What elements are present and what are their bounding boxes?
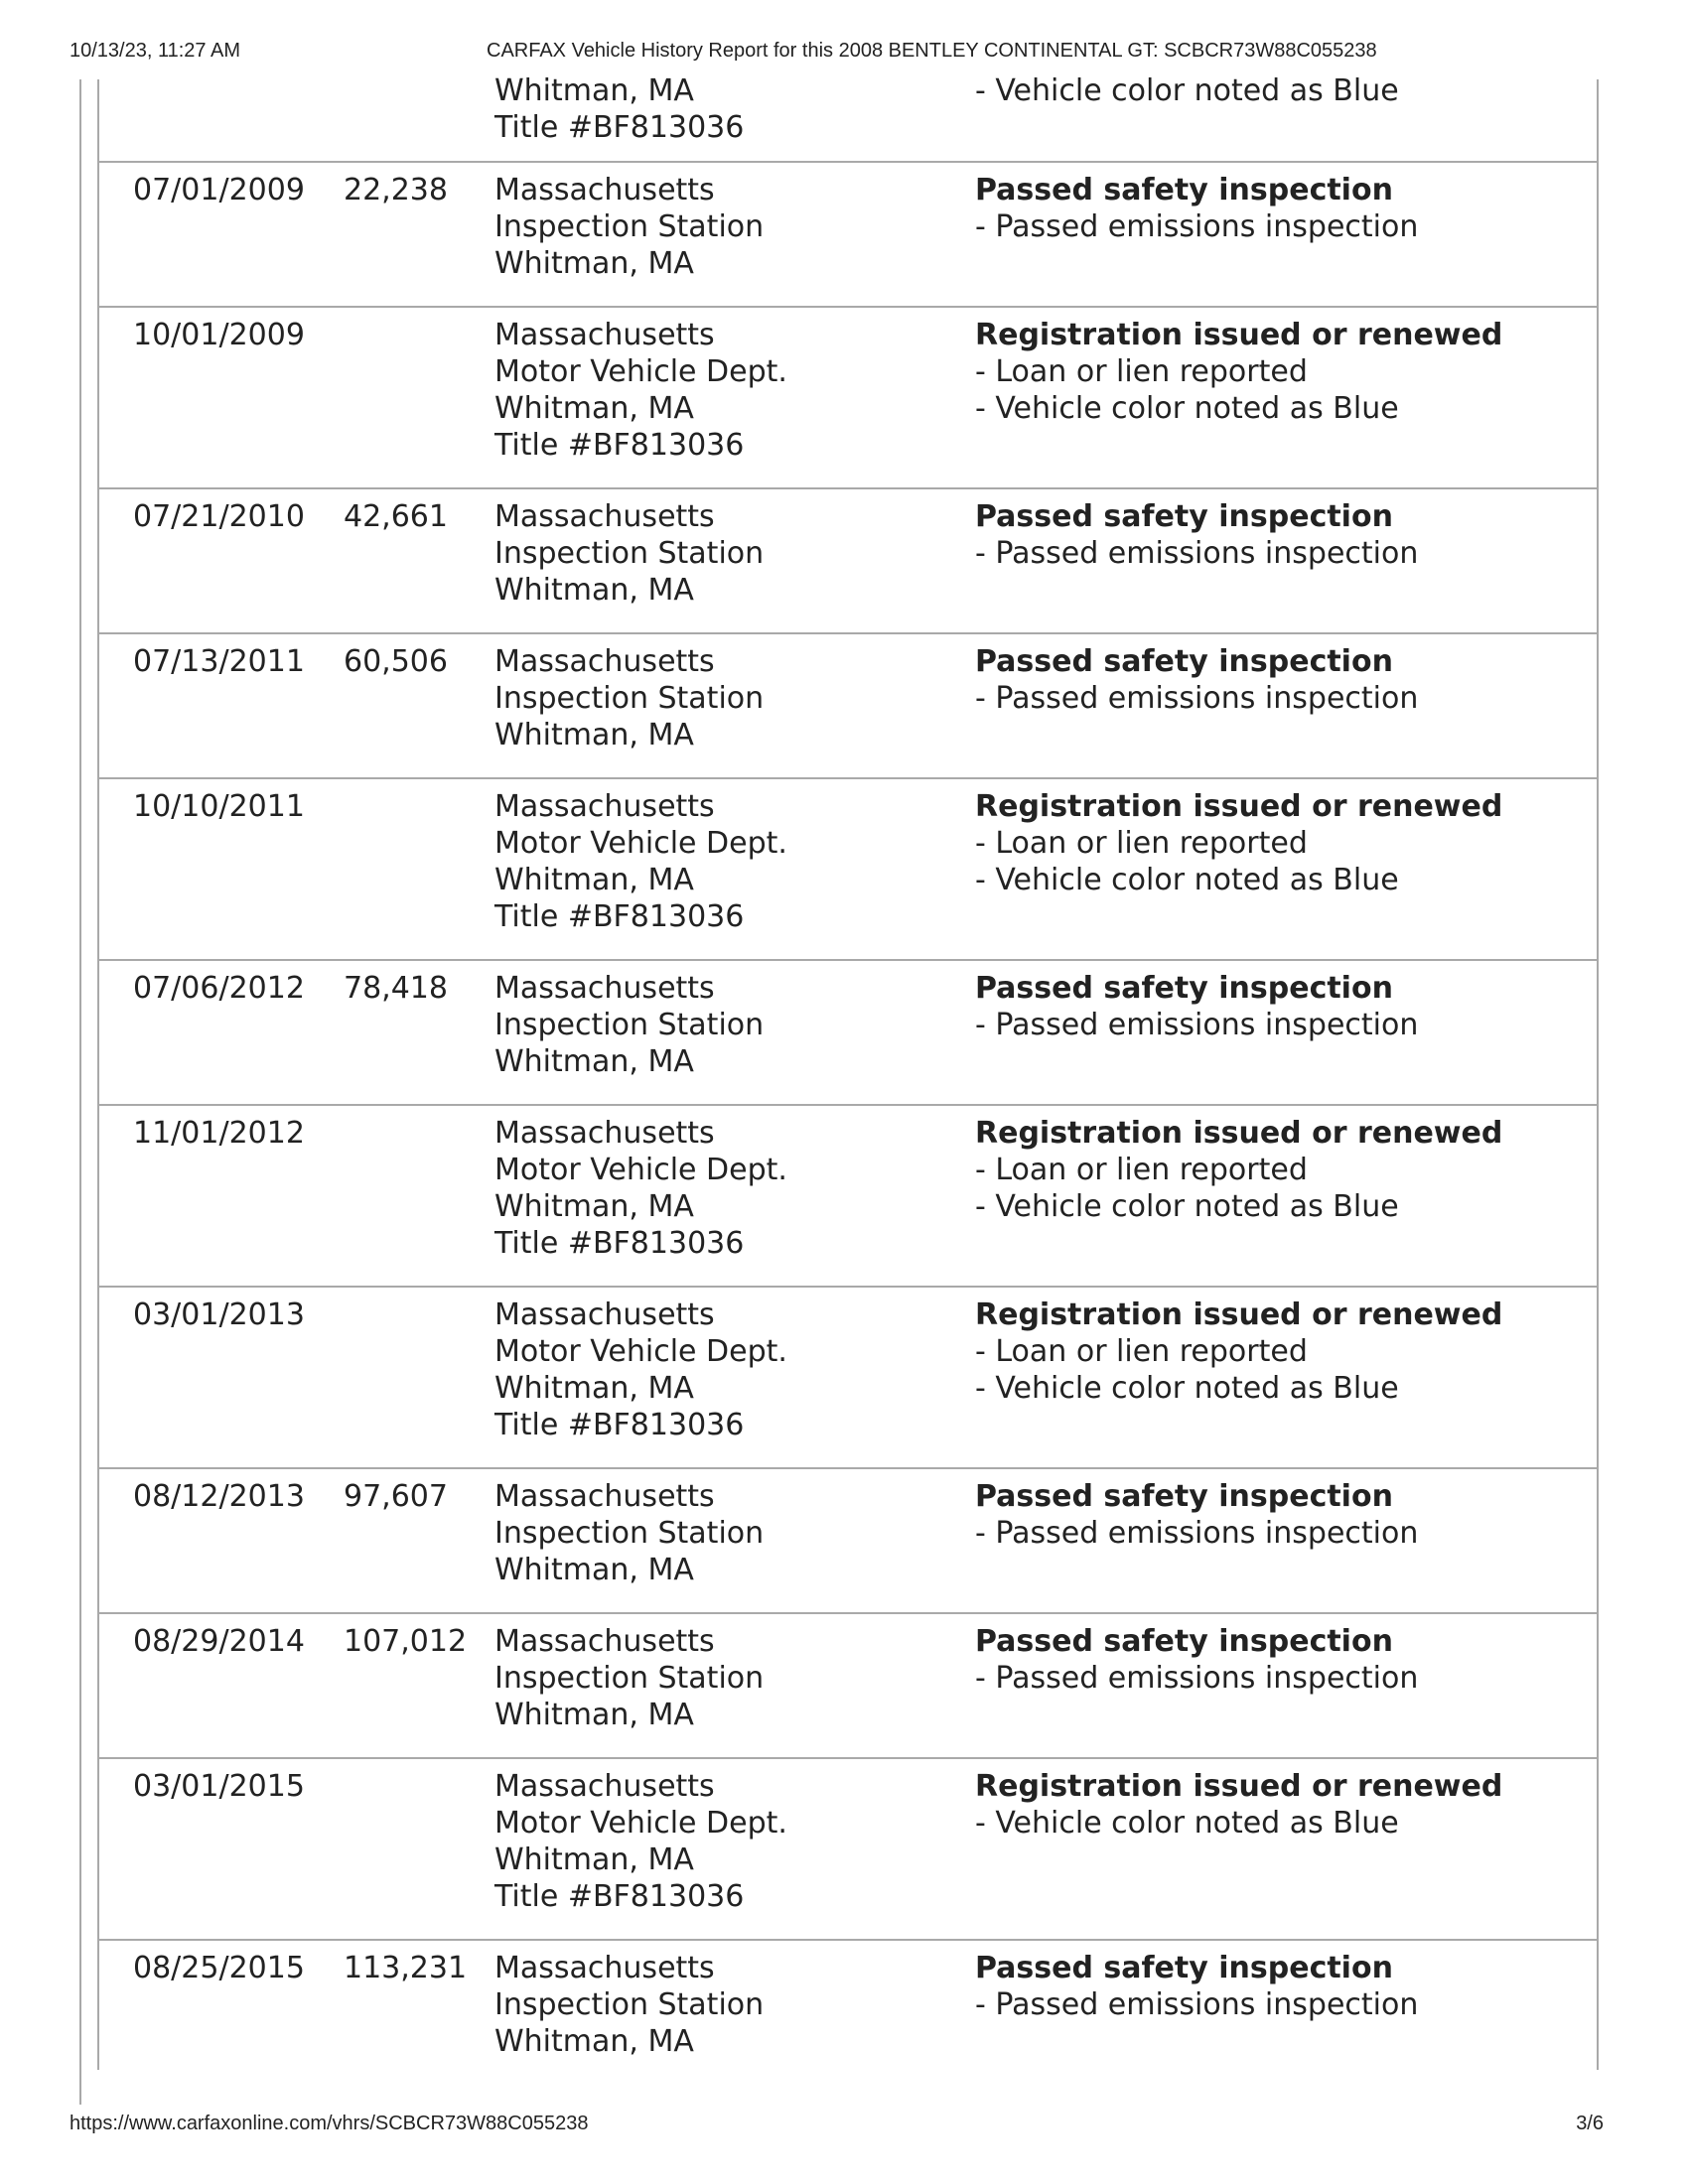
section-border-outer xyxy=(79,79,81,2105)
record-date: 11/01/2012 xyxy=(133,1116,305,1151)
event-headline: Passed safety inspection xyxy=(975,1951,1393,1985)
comment-line: - Vehicle color noted as Blue xyxy=(975,1189,1399,1224)
comment-line: - Vehicle color noted as Blue xyxy=(975,391,1399,426)
history-record-row xyxy=(97,1614,1599,1759)
source-line: Massachusetts xyxy=(494,173,715,207)
source-line: Massachusetts xyxy=(494,1297,715,1332)
record-date: 07/21/2010 xyxy=(133,499,305,534)
source-line: Title #BF813036 xyxy=(494,1226,745,1261)
record-source xyxy=(494,643,764,753)
source-line: Inspection Station xyxy=(494,1008,765,1042)
source-line: Motor Vehicle Dept. xyxy=(494,354,787,389)
print-page-title: CARFAX Vehicle History Report for this 2008 BENTLEY CONTINENTAL GT: SCBCR73W88C055238 xyxy=(487,40,1377,62)
source-line: Massachusetts xyxy=(494,1624,715,1659)
event-headline: Passed safety inspection xyxy=(975,1479,1393,1514)
comment-line: - Passed emissions inspection xyxy=(975,681,1419,716)
history-record-row xyxy=(97,634,1599,779)
source-line: Massachusetts xyxy=(494,644,715,679)
source-line: Motor Vehicle Dept. xyxy=(494,1153,787,1187)
source-line: Massachusetts xyxy=(494,499,715,534)
source-line: Inspection Station xyxy=(494,1516,765,1551)
source-line: Inspection Station xyxy=(494,681,765,716)
event-headline: Passed safety inspection xyxy=(975,499,1393,534)
comment-line: - Vehicle color noted as Blue xyxy=(975,1371,1399,1406)
source-line: Whitman, MA xyxy=(494,73,694,108)
history-record-row xyxy=(97,779,1599,961)
source-line: Inspection Station xyxy=(494,1661,765,1696)
browser-print-header xyxy=(70,40,1618,68)
comment-line: - Loan or lien reported xyxy=(975,1334,1308,1369)
record-comments xyxy=(975,172,1418,245)
source-line: Title #BF813036 xyxy=(494,110,745,145)
record-date: 07/06/2012 xyxy=(133,971,305,1006)
record-date: 10/01/2009 xyxy=(133,318,305,352)
history-record-row xyxy=(97,1106,1599,1288)
event-headline: Passed safety inspection xyxy=(975,173,1393,207)
record-odometer: 113,231 xyxy=(344,1951,468,1985)
source-line: Whitman, MA xyxy=(494,246,694,281)
event-headline: Passed safety inspection xyxy=(975,971,1393,1006)
record-source xyxy=(494,1297,787,1443)
history-record-row xyxy=(97,1759,1599,1941)
source-line: Inspection Station xyxy=(494,536,765,571)
source-line: Whitman, MA xyxy=(494,1843,694,1877)
record-date: 07/13/2011 xyxy=(133,644,305,679)
event-headline: Passed safety inspection xyxy=(975,644,1393,679)
history-record-row xyxy=(97,1941,1599,2078)
source-line: Inspection Station xyxy=(494,209,765,244)
record-source xyxy=(494,1623,764,1733)
source-line: Massachusetts xyxy=(494,1479,715,1514)
source-line: Whitman, MA xyxy=(494,718,694,752)
record-comments xyxy=(975,970,1418,1043)
ownership-history-table xyxy=(97,72,1599,2078)
history-record-row xyxy=(97,308,1599,489)
record-odometer: 22,238 xyxy=(344,173,448,207)
history-record-row xyxy=(97,163,1599,308)
event-headline: Registration issued or renewed xyxy=(975,1297,1503,1332)
record-source xyxy=(494,317,787,464)
record-comments xyxy=(975,1297,1502,1407)
source-line: Motor Vehicle Dept. xyxy=(494,1334,787,1369)
record-comments xyxy=(975,1115,1502,1225)
record-date: 07/01/2009 xyxy=(133,173,305,207)
record-date: 08/29/2014 xyxy=(133,1624,305,1659)
event-headline: Registration issued or renewed xyxy=(975,318,1503,352)
comment-line: - Loan or lien reported xyxy=(975,826,1308,861)
source-line: Title #BF813036 xyxy=(494,1879,745,1914)
source-line: Whitman, MA xyxy=(494,2024,694,2059)
source-line: Title #BF813036 xyxy=(494,428,745,463)
source-line: Massachusetts xyxy=(494,789,715,824)
comment-line: - Passed emissions inspection xyxy=(975,1008,1419,1042)
comment-line: - Vehicle color noted as Blue xyxy=(975,1806,1399,1841)
history-record-row xyxy=(97,489,1599,634)
comment-line: - Loan or lien reported xyxy=(975,1153,1308,1187)
event-headline: Registration issued or renewed xyxy=(975,789,1503,824)
event-headline: Registration issued or renewed xyxy=(975,1769,1503,1804)
comment-line: - Passed emissions inspection xyxy=(975,1661,1419,1696)
record-source xyxy=(494,498,764,609)
source-line: Whitman, MA xyxy=(494,1044,694,1079)
comment-line: - Passed emissions inspection xyxy=(975,209,1419,244)
comment-line: - Passed emissions inspection xyxy=(975,536,1419,571)
source-line: Motor Vehicle Dept. xyxy=(494,826,787,861)
comment-line: - Vehicle color noted as Blue xyxy=(975,863,1399,897)
event-headline: Passed safety inspection xyxy=(975,1624,1393,1659)
comment-line: - Passed emissions inspection xyxy=(975,1987,1419,2022)
record-odometer: 97,607 xyxy=(344,1479,448,1514)
record-comments xyxy=(975,1950,1418,2023)
source-line: Motor Vehicle Dept. xyxy=(494,1806,787,1841)
print-url: https://www.carfaxonline.com/vhrs/SCBCR73W88C055238 xyxy=(70,2113,589,2134)
source-line: Whitman, MA xyxy=(494,1371,694,1406)
source-line: Whitman, MA xyxy=(494,1553,694,1587)
record-comments xyxy=(975,788,1502,898)
record-comments xyxy=(975,1768,1502,1842)
source-line: Massachusetts xyxy=(494,1769,715,1804)
source-line: Whitman, MA xyxy=(494,1189,694,1224)
record-comments xyxy=(975,317,1502,427)
source-line: Whitman, MA xyxy=(494,1698,694,1732)
source-line: Massachusetts xyxy=(494,318,715,352)
print-timestamp: 10/13/23, 11:27 AM xyxy=(70,40,240,62)
comment-line: - Vehicle color noted as Blue xyxy=(975,73,1399,108)
history-record-row xyxy=(97,1288,1599,1469)
source-line: Inspection Station xyxy=(494,1987,765,2022)
record-comments xyxy=(975,498,1418,572)
comment-line: - Loan or lien reported xyxy=(975,354,1308,389)
record-source xyxy=(494,1768,787,1915)
record-date: 08/25/2015 xyxy=(133,1951,305,1985)
source-line: Massachusetts xyxy=(494,1951,715,1985)
record-comments xyxy=(975,643,1418,717)
history-record-row xyxy=(97,1469,1599,1614)
record-date: 10/10/2011 xyxy=(133,789,305,824)
event-headline: Registration issued or renewed xyxy=(975,1116,1503,1151)
comment-line: - Passed emissions inspection xyxy=(975,1516,1419,1551)
source-line: Massachusetts xyxy=(494,971,715,1006)
record-source xyxy=(494,788,787,935)
source-line: Title #BF813036 xyxy=(494,1408,745,1442)
record-comments xyxy=(975,1478,1418,1552)
record-date: 03/01/2013 xyxy=(133,1297,305,1332)
source-line: Whitman, MA xyxy=(494,863,694,897)
record-odometer: 42,661 xyxy=(344,499,448,534)
record-comments xyxy=(975,72,1399,109)
record-date: 03/01/2015 xyxy=(133,1769,305,1804)
record-source xyxy=(494,1478,764,1588)
record-source xyxy=(494,1115,787,1262)
record-odometer: 107,012 xyxy=(344,1624,468,1659)
browser-print-footer xyxy=(70,2113,1618,2140)
record-odometer: 60,506 xyxy=(344,644,448,679)
record-source xyxy=(494,72,744,146)
record-source xyxy=(494,970,764,1080)
history-record-row xyxy=(97,72,1599,163)
record-date: 08/12/2013 xyxy=(133,1479,305,1514)
record-source xyxy=(494,172,764,282)
source-line: Title #BF813036 xyxy=(494,899,745,934)
source-line: Massachusetts xyxy=(494,1116,715,1151)
print-page-number: 3/6 xyxy=(1576,2113,1604,2134)
history-record-row xyxy=(97,961,1599,1106)
record-comments xyxy=(975,1623,1418,1697)
source-line: Whitman, MA xyxy=(494,391,694,426)
record-odometer: 78,418 xyxy=(344,971,448,1006)
source-line: Whitman, MA xyxy=(494,573,694,608)
record-source xyxy=(494,1950,764,2060)
